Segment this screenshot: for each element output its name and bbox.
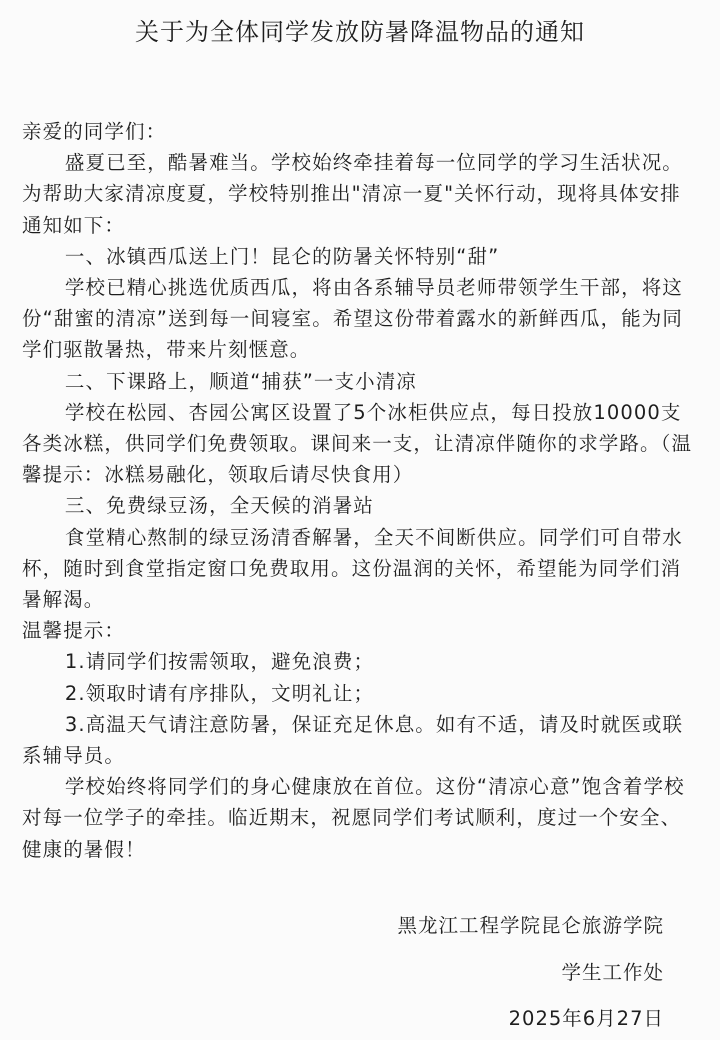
tip-item: 1.请同学们按需领取，避免浪费； xyxy=(64,650,375,674)
notice-title: 关于为全体同学发放防暑降温物品的通知 xyxy=(135,18,585,46)
signature-date: 2025年6月27日 xyxy=(508,1007,664,1030)
tip-item: 3.高温天气请注意防暑，保证充足休息。如有不适，请及时就医或联系辅导员。 xyxy=(22,712,684,768)
section-body-ice-pop: 学校在松园、杏园公寓区设置了5个冰柜供应点，每日投放10000支各类冰糕，供同学们免费领取。课间来一支，让清凉伴随你的求学路。（温馨提示：冰糕易融化，领取后请尽快食用） xyxy=(22,400,693,487)
section-heading-mung-bean-soup: 三、免费绿豆汤，全天候的消暑站 xyxy=(64,494,374,518)
tips-heading: 温馨提示： xyxy=(22,619,126,643)
signature-department: 学生工作处 xyxy=(561,961,664,984)
section-body-mung-bean-soup: 食堂精心熬制的绿豆汤清香解暑，全天不间断供应。同学们可自带水杯，随时到食堂指定窗口免费取用。这份温润的关怀，希望能为同学们消暑解渴。 xyxy=(22,525,683,612)
closing-paragraph: 学校始终将同学们的身心健康放在首位。这份“清凉心意”饱含着学校对每一位学子的牵挂。临近期末，祝愿同学们考试顺利，度过一个安全、健康的暑假！ xyxy=(22,775,685,861)
greeting: 亲爱的同学们： xyxy=(22,120,167,143)
section-heading-watermelon: 一、冰镇西瓜送上门！昆仑的防暑关怀特别“甜” xyxy=(64,244,500,268)
tip-item: 2.领取时请有序排队，文明礼让； xyxy=(64,681,375,705)
intro-paragraph: 盛夏已至，酷暑难当。学校始终牵挂着每一位同学的学习生活状况。为帮助大家清凉度夏，学校特别推出"清凉一夏"关怀行动，现将具体安排通知如下： xyxy=(22,151,683,237)
section-heading-ice-pop: 二、下课路上，顺道“捕获”一支小清凉 xyxy=(64,369,417,393)
notice-body xyxy=(22,116,698,865)
section-body-watermelon: 学校已精心挑选优质西瓜，将由各系辅导员老师带领学生干部，将这份“甜蜜的清凉”送到每一间寝室。希望这份带着露水的新鲜西瓜，能为同学们驱散暑热，带来片刻惬意。 xyxy=(22,276,684,362)
signature-organization: 黑龙江工程学院昆仑旅游学院 xyxy=(397,914,664,937)
